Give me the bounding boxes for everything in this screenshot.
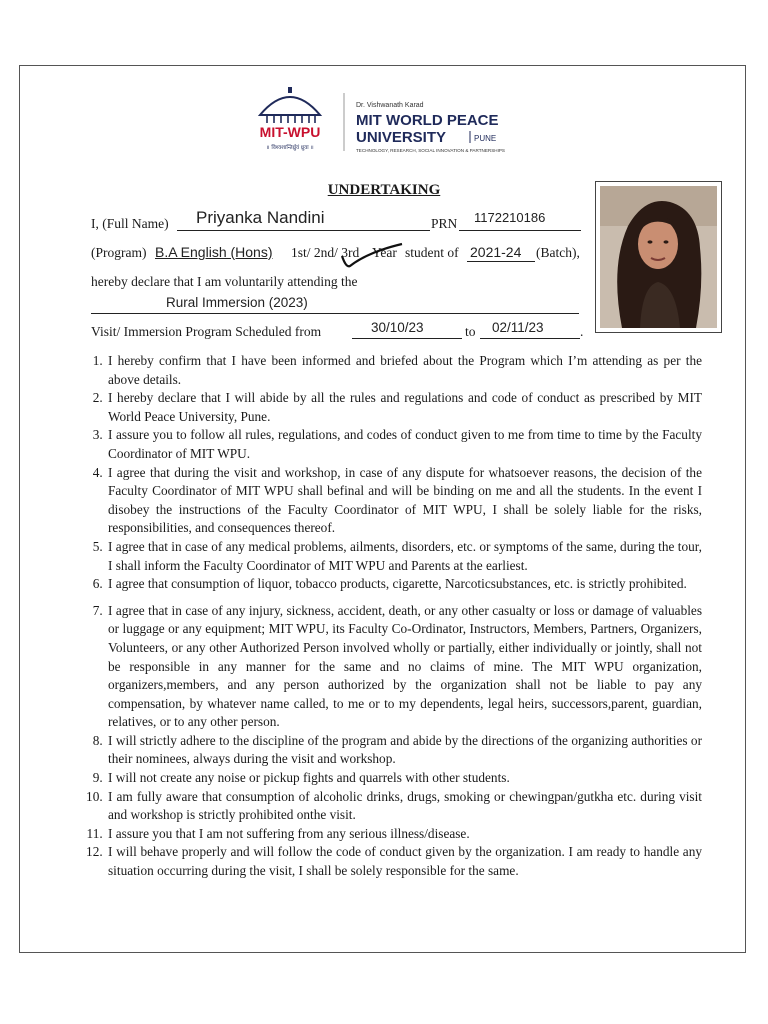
dome-icon <box>260 87 320 123</box>
name-underline <box>177 230 430 231</box>
batch-underline <box>467 261 535 262</box>
term-item: 6. I agree that consumption of liquor, tobacco products, cigarette, Narcoticsubstances, etc. is strictly prohibited. <box>106 575 702 594</box>
term-item: 4. I agree that during the visit and workshop, in case of any dispute for whatsoever reasons, the decision of the Faculty Coordinator of MIT WPU shall befinal and will be binding on me and all the students. In the event I disobey the instructions of the Faculty Coordinator of MIT WPU, I shall be solely liable for the risks, responsibilities, and consequences thereof. <box>106 464 702 538</box>
logo-short-text: MIT-WPU <box>259 124 321 140</box>
name-label: I, (Full Name) <box>91 216 169 231</box>
terms-list <box>82 352 702 881</box>
term-item: 3. I assure you to follow all rules, regulations, and codes of conduct given to me from time to time by the Faculty Coordinator of MIT WPU. <box>106 426 702 463</box>
prn-label: PRN <box>431 216 458 231</box>
from-date-underline <box>352 338 462 339</box>
university-subtitle: TECHNOLOGY, RESEARCH, SOCIAL INNOVATION & PARTNERSHIPS <box>356 148 505 153</box>
university-name-line1: MIT WORLD PEACE <box>356 112 499 129</box>
name-field[interactable]: Priyanka Nandini <box>196 208 325 227</box>
from-date-field[interactable]: 30/10/23 <box>371 320 424 335</box>
program-attending-underline <box>91 313 579 314</box>
to-label: to <box>465 324 476 339</box>
to-date-field[interactable]: 02/11/23 <box>492 320 544 335</box>
schedule-end-period: . <box>580 324 584 339</box>
term-item: 9. I will not create any noise or pickup fights and quarrels with other students. <box>106 769 702 788</box>
schedule-label: Visit/ Immersion Program Scheduled from <box>91 324 322 339</box>
year-checkmark-icon <box>338 240 408 270</box>
year-options: 1st/ 2nd/ 3rd <box>291 245 360 260</box>
term-item: 12. I will behave properly and will follow the code of conduct given by the organization. I am ready to handle any situation occurring during the visit, I shall be solely responsible for the same. <box>106 843 702 880</box>
prn-underline <box>459 230 581 231</box>
batch-label: (Batch), <box>536 245 580 260</box>
logo-tagline: ॥ विश्वशान्तिर्ध्रुवं ध्रुवा ॥ <box>266 145 314 151</box>
year-word: Year <box>372 245 397 260</box>
university-city: PUNE <box>474 134 497 143</box>
university-prefix: Dr. Vishwanath Karad <box>356 102 424 109</box>
term-item: 11. I assure you that I am not suffering from any serious illness/disease. <box>106 825 702 844</box>
declare-text: hereby declare that I am voluntarily attending the <box>91 274 358 289</box>
program-label: (Program) <box>91 245 147 260</box>
program-attending-field[interactable]: Rural Immersion (2023) <box>166 295 308 310</box>
student-of-label: student of <box>405 245 459 260</box>
document-title: UNDERTAKING <box>327 182 441 198</box>
term-item: 2. I hereby declare that I will abide by all the rules and regulations and code of conduct as prescribed by MIT World Peace University, Pune. <box>106 389 702 426</box>
university-name-line2: UNIVERSITY <box>356 129 447 146</box>
term-item: 10. I am fully aware that consumption of alcoholic drinks, drugs, smoking or chewingpan/gutkha etc. during visit and workshop is strictly prohibited onthe visit. <box>106 788 702 825</box>
student-photo-icon <box>600 186 717 328</box>
term-item: 1. I hereby confirm that I have been informed and briefed about the Program which I’m attending as per the above details. <box>106 352 702 389</box>
term-item: 8. I will strictly adhere to the discipline of the program and abide by the directions of the organizing authorities or their nominees, always during the visit and workshop. <box>106 732 702 769</box>
prn-field[interactable]: 1172210186 <box>474 210 546 225</box>
to-date-underline <box>480 338 580 339</box>
term-item: 7. I agree that in case of any injury, sickness, accident, death, or any other casualty or loss or damage of valuables or luggage or any equipment; MIT WPU, its Faculty Co-Ordinator, Instructors, Members, Partners, Organizers, Volunteers, or any other Authorized Person involved wholly or partially, either individually or jointly, shall not be responsible in any manner for the same and no claims of mine. The MIT WPU organization, organizers,members, and any person authorized by the organization shall not be liable to pay any compensation, by whatever name called, to me or to my dependents, legal heirs, successors,parent, guardian, relatives, or to any other person. <box>106 602 702 732</box>
batch-field[interactable]: 2021-24 <box>470 244 522 260</box>
mit-wpu-logo <box>250 85 530 157</box>
program-field[interactable]: B.A English (Hons) <box>155 244 273 260</box>
student-photo <box>595 181 722 333</box>
term-item: 5. I agree that in case of any medical problems, ailments, disorders, etc. or symptoms of the same, during the tour, I shall inform the Faculty Coordinator of MIT WPU and Parents at the earliest. <box>106 538 702 575</box>
